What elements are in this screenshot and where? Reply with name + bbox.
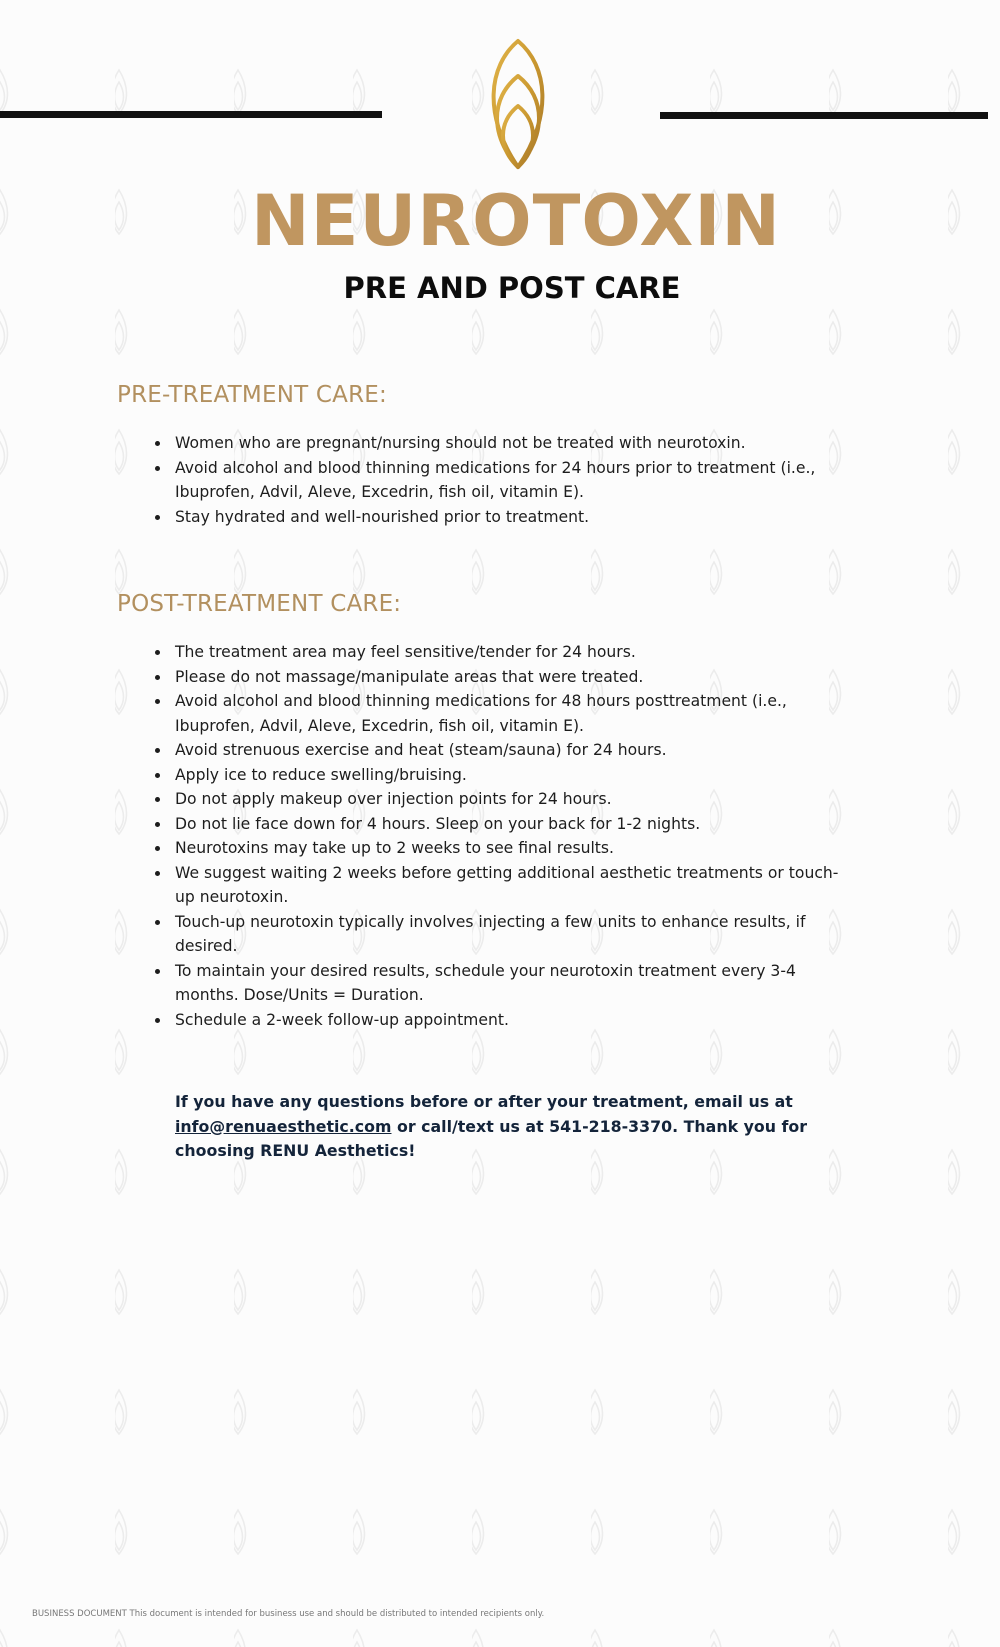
- list-item: The treatment area may feel sensitive/tender for 24 hours.: [155, 640, 855, 665]
- header-rule-left: [0, 111, 382, 118]
- list-item: Stay hydrated and well-nourished prior to treatment.: [155, 505, 855, 530]
- contact-intro-text: If you have any questions before or after your treatment, email us at: [175, 1092, 793, 1111]
- list-item: We suggest waiting 2 weeks before getting additional aesthetic treatments or touch-up neurotoxin.: [155, 861, 855, 910]
- list-item: Women who are pregnant/nursing should not be treated with neurotoxin.: [155, 431, 855, 456]
- footer-disclaimer: BUSINESS DOCUMENT This document is intended for business use and should be distributed to intended recipients only.: [32, 1609, 545, 1619]
- list-item: Avoid alcohol and blood thinning medications for 48 hours posttreatment (i.e., Ibuprofen, Advil, Aleve, Excedrin, fish oil, vitamin E).: [155, 689, 855, 738]
- page-subtitle: PRE AND POST CARE: [343, 271, 681, 305]
- email-link[interactable]: info@renuaesthetic.com: [175, 1116, 392, 1136]
- contact-paragraph: [175, 1090, 875, 1164]
- header-rule-right: [660, 112, 988, 119]
- pre-treatment-list: [155, 431, 855, 529]
- page-title: NEUROTOXIN: [250, 180, 781, 262]
- list-item: Neurotoxins may take up to 2 weeks to see final results.: [155, 836, 855, 861]
- list-item: Avoid alcohol and blood thinning medications for 24 hours prior to treatment (i.e., Ibuprofen, Advil, Aleve, Excedrin, fish oil, vitamin E).: [155, 456, 855, 505]
- list-item: Schedule a 2-week follow-up appointment.: [155, 1008, 855, 1033]
- list-item: Do not lie face down for 4 hours. Sleep on your back for 1-2 nights.: [155, 812, 855, 837]
- post-treatment-heading: POST-TREATMENT CARE:: [117, 591, 402, 617]
- list-item: Touch-up neurotoxin typically involves injecting a few units to enhance results, if desired.: [155, 910, 855, 959]
- pre-treatment-heading: PRE-TREATMENT CARE:: [117, 382, 387, 408]
- leaf-petal-logo-icon: [480, 36, 556, 172]
- list-item: Apply ice to reduce swelling/bruising.: [155, 763, 855, 788]
- list-item: Please do not massage/manipulate areas that were treated.: [155, 665, 855, 690]
- list-item: Avoid strenuous exercise and heat (steam/sauna) for 24 hours.: [155, 738, 855, 763]
- post-treatment-list: [155, 640, 855, 1032]
- contact-outro-text: or call/text us at 541-218-3370. Thank you for choosing RENU Aesthetics!: [175, 1116, 807, 1160]
- list-item: To maintain your desired results, schedule your neurotoxin treatment every 3-4 months. Dose/Units = Duration.: [155, 959, 855, 1008]
- list-item: Do not apply makeup over injection points for 24 hours.: [155, 787, 855, 812]
